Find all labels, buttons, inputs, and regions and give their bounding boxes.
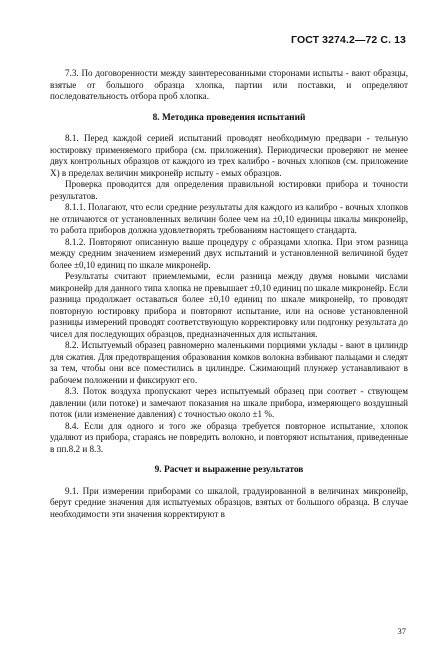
paragraph-9-1: 9.1. При измерении приборами со шкалой, градуированной в величинах микронейр, берут средние значения для испытуемых образцов, взятых от большого образца. В случае необходимости эти значения корректируют в [50, 485, 408, 519]
paragraph-8-1-2: 8.1.2. Повторяют описанную выше процедуру с образцами хлопка. При этом разница между средним значением измерений двух испытаний и установленной величиной будет более ±0,10 единиц по шкале микронейр. [50, 236, 408, 270]
paragraph-7-3: 7.3. По договоренности между заинтересованными сторонами испыты - вают образцы, взятые от большого образца хлопка, партии или поставки, и определяют последовательность отбора проб хлопка. [50, 68, 408, 101]
paragraph-8-1-cont: Проверка проводится для определения правильной юстировки прибора и точности результатов. [50, 179, 408, 201]
running-header: ГОСТ 3274.2—72 С. 13 [291, 34, 406, 46]
section-heading-8: 8. Методика проведения испытаний [152, 112, 306, 123]
paragraph-8-1: 8.1. Перед каждой серией испытаний проводят необходимую предвари - тельную юстировку применяемого прибора (см. приложения). Периодически проверяют не менее двух контрольных образцов от каждого из трех калибро - вочных хлопков (см. приложение X) в пределах величин микронейр испыту - емых образцов. [50, 133, 408, 178]
paragraph-8-4: 8.4. Если для одного и того же образца требуется повторное испытание, хлопок удаляют из прибора, стараясь не повредить волокно, и повторяют испытания, приведенные в пп.8.2 и 8.3. [50, 420, 408, 454]
section-heading-9: 9. Расчет и выражение результатов [154, 465, 304, 475]
paragraph-8-3: 8.3. Поток воздуха пропускают через испытуемый образец при соответ - ствующем давлении (или потоке) и замечают показания на шкале прибора, измеряющего воздушный поток (или изменение давления) с точностью около ±1 %. [50, 386, 408, 419]
page-number: 37 [397, 626, 406, 636]
paragraph-8-2: 8.2. Испытуемый образец равномерно маленькими порциями уклады - вают в цилиндр для сжатия. Для предотвращения образования комков волокна взбивают пальцами и следят за тем, чтобы они все поместились в цилиндре. Сжимающий плунжер устанавливают в рабочем положении и фиксируют его. [50, 340, 408, 385]
page-body [50, 68, 408, 520]
paragraph-results: Результаты считают приемлемыми, если разница между двумя новыми числами микронейр для данного типа хлопка не превышает ±0,10 единиц по шкале микронейр. Если разница продолжает оставаться более ±0,10 единиц по шкале микронейр, то проводят повторную юстировку прибора и повторяют испытание, или на основе установленной разницы измерений проводят соответствующую корректировку или подгонку результата до чисел для последующих образцов, предназначенных для испытания. [50, 271, 408, 339]
paragraph-8-1-1: 8.1.1. Полагают, что если средние результаты для каждого из калибро - вочных хлопков не отличаются от установленных величин более чем на ±0,10 единицы шкалы микронейр, то работа приборов должна удовлетворять требованиям настоящего стандарта. [50, 202, 408, 235]
